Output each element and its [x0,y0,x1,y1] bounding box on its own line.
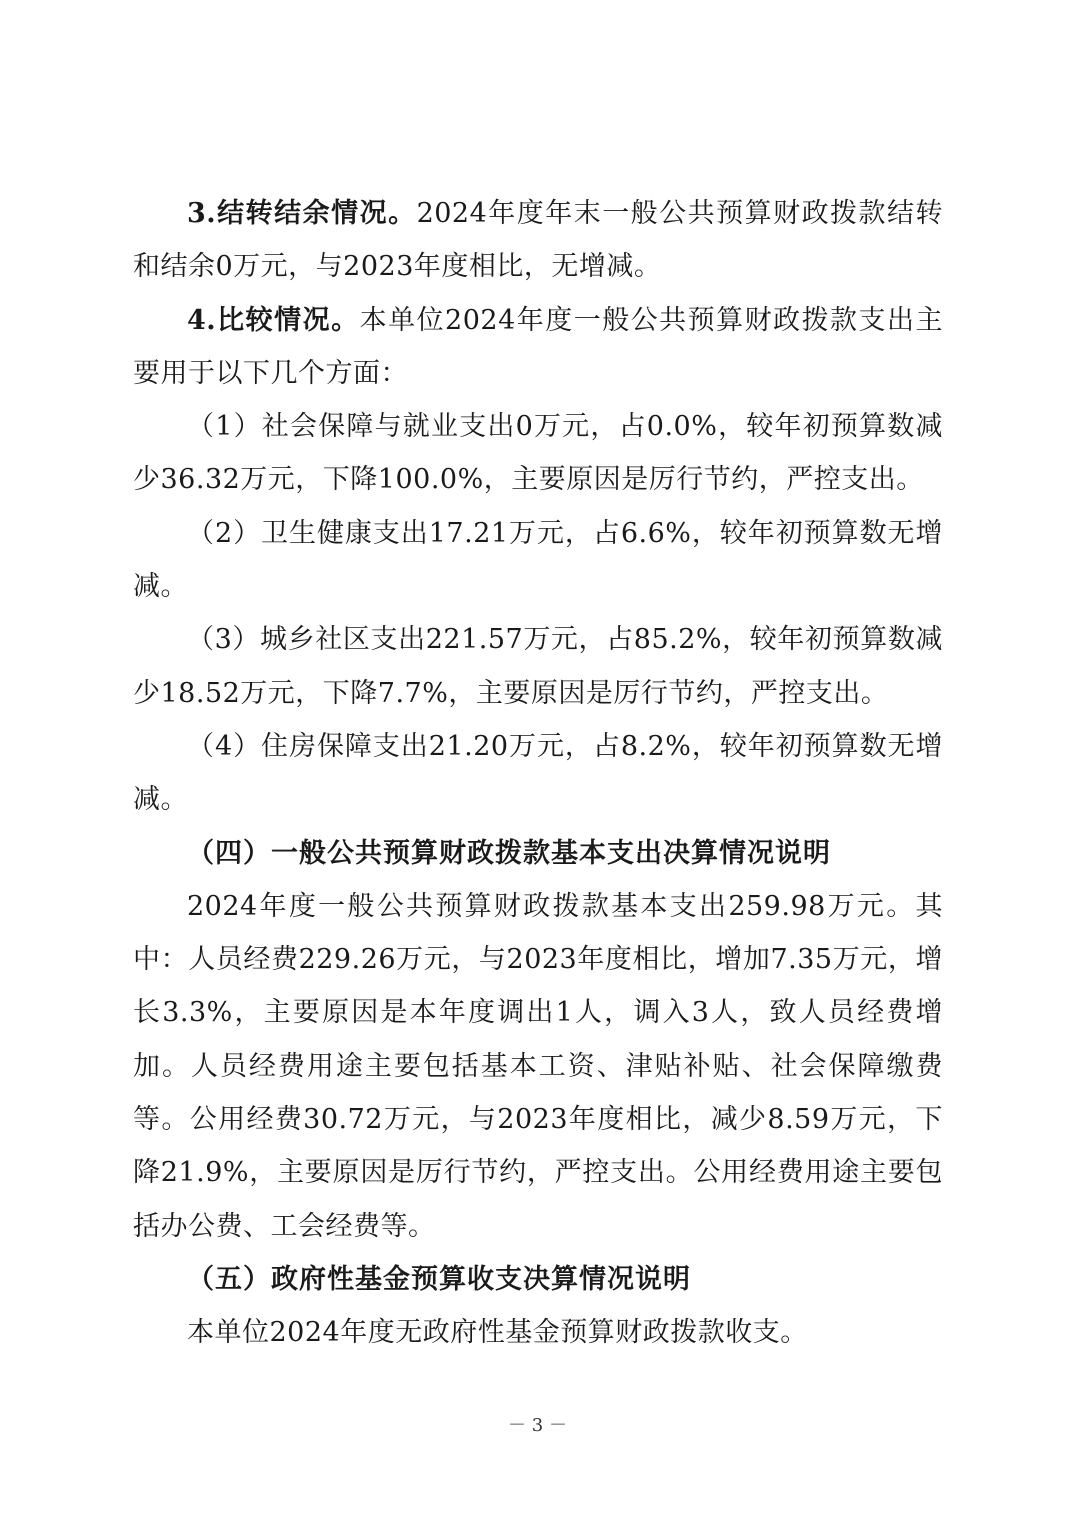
comparison-paragraph [133,294,943,401]
section-heading-basic-expenditure: （四）一般公共预算财政拨款基本支出决算情况说明 [187,837,831,869]
carryover-paragraph [133,187,943,294]
government-fund-paragraph: 本单位2024年度无政府性基金预算财政拨款收支。 [187,1317,808,1349]
basic-expenditure-paragraph: 2024年度一般公共预算财政拨款基本支出259.98万元。其中：人员经费229.26万元，与2023年度相比，增加7.35万元，增长3.3%，主要原因是本年度调出1人，调入3人，致人员经费增加。人员经费用途主要包括基本工资、津贴补贴、社会保障缴费等。公用经费30.72万元，与2023年度相比，减少8.59万元，下降21.9%，主要原因是厉行节约，严控支出。公用经费用途主要包括办公费、工会经费等。 [133,890,943,1242]
expenditure-item-housing: （4）住房保障支出21.20万元，占8.2%，较年初预算数无增减。 [133,730,943,816]
carryover-title: 3.结转结余情况。 [187,198,417,229]
carryover-text: 2024年度年末一般公共预算财政拨款结转和结余0万元，与2023年度相比，无增减。 [133,198,944,283]
document-body [133,187,943,1360]
expenditure-item-social-security: （1）社会保障与就业支出0万元，占0.0%，较年初预算数减少36.32万元，下降100.0%，主要原因是厉行节约，严控支出。 [133,411,943,496]
expenditure-item-urban-rural: （3）城乡社区支出221.57万元，占85.2%，较年初预算数减少18.52万元，下降7.7%，主要原因是厉行节约，严控支出。 [133,624,943,709]
section-heading-government-fund: （五）政府性基金预算收支决算情况说明 [187,1263,691,1295]
comparison-text: 本单位2024年度一般公共预算财政拨款支出主要用于以下几个方面： [133,304,944,389]
expenditure-item-health: （2）卫生健康支出17.21万元，占6.6%，较年初预算数无增减。 [133,517,943,603]
comparison-title: 4.比较情况。 [187,304,360,336]
page-number: － 3 － [508,1415,567,1436]
